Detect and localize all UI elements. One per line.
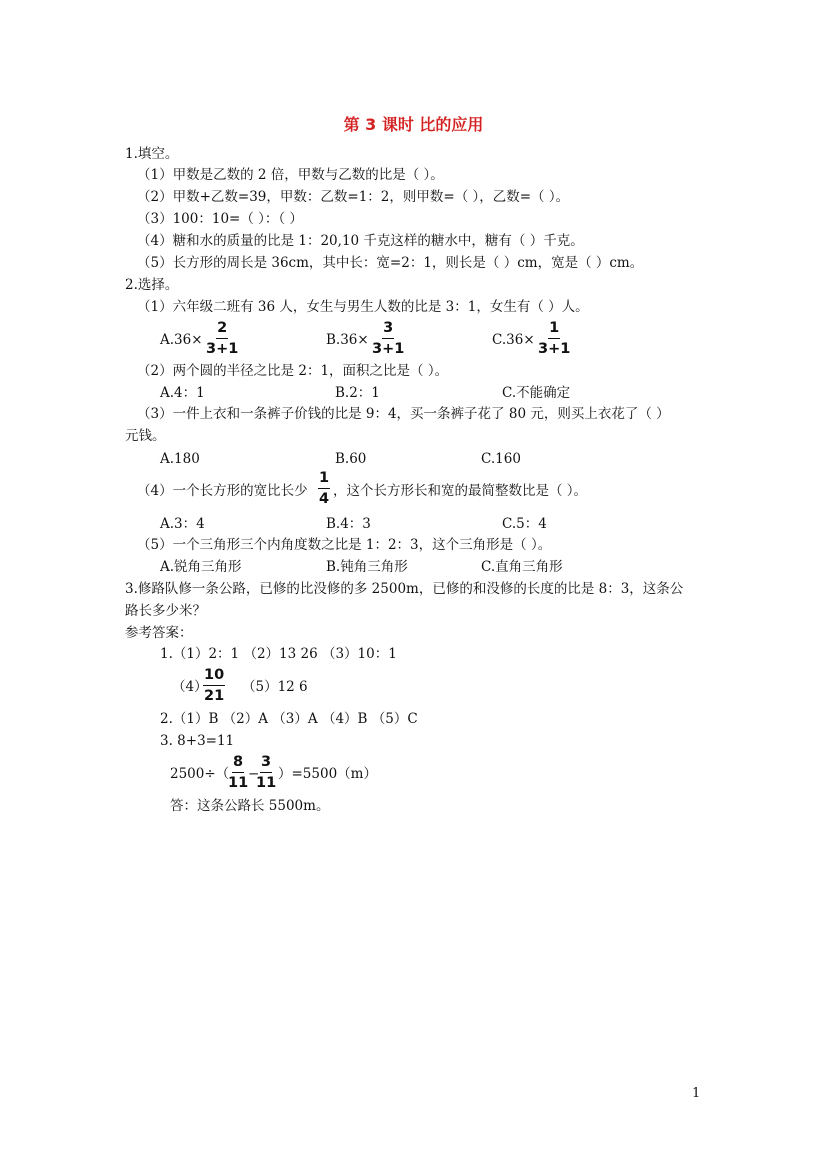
fill-item-1: （1）甲数是乙数的 2 倍，甲数与乙数的比是（ ）。 (137, 167, 444, 183)
fraction-numerator: 10 (203, 666, 225, 686)
choice-q5-option-c: C.直角三角形 (481, 559, 563, 575)
fraction-denominator: 11 (228, 775, 249, 791)
choice-q3-stem-line2: 元钱。 (125, 428, 166, 444)
choice-q4-fraction (318, 469, 330, 508)
choice-q1-option-a-fraction (206, 319, 238, 358)
choice-q5-stem: （5）一个三角形三个内角度数之比是 1：2：3，这个三角形是（ ）。 (137, 537, 552, 553)
choice-q1-stem: （1）六年级二班有 36 人，女生与男生人数的比是 3：1，女生有（ ）人。 (137, 299, 589, 315)
problem-line-2: 路长多少米？ (125, 603, 206, 619)
choice-q5-option-b: B.钝角三角形 (326, 559, 408, 575)
answer-3-fraction-1 (228, 753, 248, 792)
fraction-numerator: 3 (260, 753, 272, 773)
fill-item-3: （3）100：10=（ ）：（ ） (137, 211, 303, 227)
choice-q2-stem: （2）两个圆的半径之比是 2：1，面积之比是（ ）。 (137, 363, 449, 379)
choice-q3-option-a: A.180 (160, 451, 200, 467)
answer-2-line: 2.（1）B （2）A （3）A （4）B （5）C (160, 711, 418, 727)
fraction-denominator: 11 (256, 775, 277, 791)
fraction-denominator: 4 (319, 491, 330, 507)
choice-q1-option-a-prefix: A.36× (160, 332, 203, 348)
fill-item-4: （4）糖和水的质量的比是 1：20,10 千克这样的糖水中，糖有（ ）千克。 (137, 233, 584, 249)
choice-q5-option-a: A.锐角三角形 (160, 559, 242, 575)
page-title: 第 3 课时 比的应用 (343, 115, 484, 134)
fraction-denominator: 3+1 (538, 341, 571, 357)
fraction-numerator: 2 (216, 319, 228, 339)
problem-line-1: 3.修路队修一条公路，已修的比没修的多 2500m，已修的和没修的长度的比是 8：3，这条公 (125, 581, 684, 597)
answer-3-line: 3. 8+3=11 (160, 733, 235, 749)
answer-1-part4-fraction (203, 666, 225, 705)
choice-q4-stem-before: （4）一个长方形的宽比长少 (137, 483, 308, 499)
choice-q4-option-a: A.3：4 (160, 516, 205, 532)
choice-q4-stem-after: ，这个长方形长和宽的最简整数比是（ ）。 (333, 483, 588, 499)
answer-3-fraction-2 (256, 753, 276, 792)
choice-q2-option-a: A.4：1 (160, 385, 205, 401)
choice-q2-option-c: C.不能确定 (502, 385, 571, 401)
choice-q1-option-c-fraction (538, 319, 570, 358)
fraction-denominator: 21 (204, 688, 225, 704)
answer-3-calc-prefix: 2500÷（ (170, 766, 230, 782)
page-number: 1 (692, 1086, 701, 1101)
choice-q3-stem-line1: （3）一件上衣和一条裤子价钱的比是 9：4，买一条裤子花了 80 元，则买上衣花了（ ） (137, 406, 670, 422)
fill-item-5: （5）长方形的周长是 36cm，其中长：宽=2：1，则长是（ ）cm，宽是（ ）cm。 (137, 255, 644, 271)
answers-heading: 参考答案： (125, 625, 193, 641)
choice-q2-option-b: B.2：1 (335, 385, 380, 401)
answer-3-final: 答：这条公路长 5500m。 (170, 798, 330, 814)
answer-1-line: 1.（1）2：1 （2）13 26 （3）10：1 (160, 646, 397, 662)
fraction-numerator: 3 (382, 319, 394, 339)
choice-q4-option-c: C.5：4 (502, 516, 547, 532)
choice-q3-option-b: B.60 (335, 451, 367, 467)
choice-heading: 2.选择。 (125, 277, 179, 293)
choice-q1-option-c-prefix: C.36× (492, 332, 535, 348)
fraction-denominator: 3+1 (206, 341, 239, 357)
answer-1-part5: （5）12 6 (242, 679, 308, 695)
choice-q1-option-b-fraction (372, 319, 404, 358)
choice-q3-option-c: C.160 (481, 451, 521, 467)
fraction-denominator: 3+1 (372, 341, 405, 357)
answer-3-calc-suffix: ）=5500（m） (278, 766, 377, 782)
fraction-numerator: 1 (318, 469, 330, 489)
fill-heading: 1.填空。 (125, 146, 179, 162)
fill-item-2: （2）甲数+乙数=39，甲数：乙数=1：2，则甲数=（ ），乙数=（ ）。 (137, 189, 570, 205)
fraction-numerator: 1 (548, 319, 560, 339)
choice-q4-option-b: B.4：3 (326, 516, 371, 532)
fraction-numerator: 8 (232, 753, 244, 773)
answer-1-part4-prefix: （4） (172, 679, 208, 695)
answer-3-minus: − (248, 766, 260, 782)
choice-q1-option-b-prefix: B.36× (326, 332, 369, 348)
